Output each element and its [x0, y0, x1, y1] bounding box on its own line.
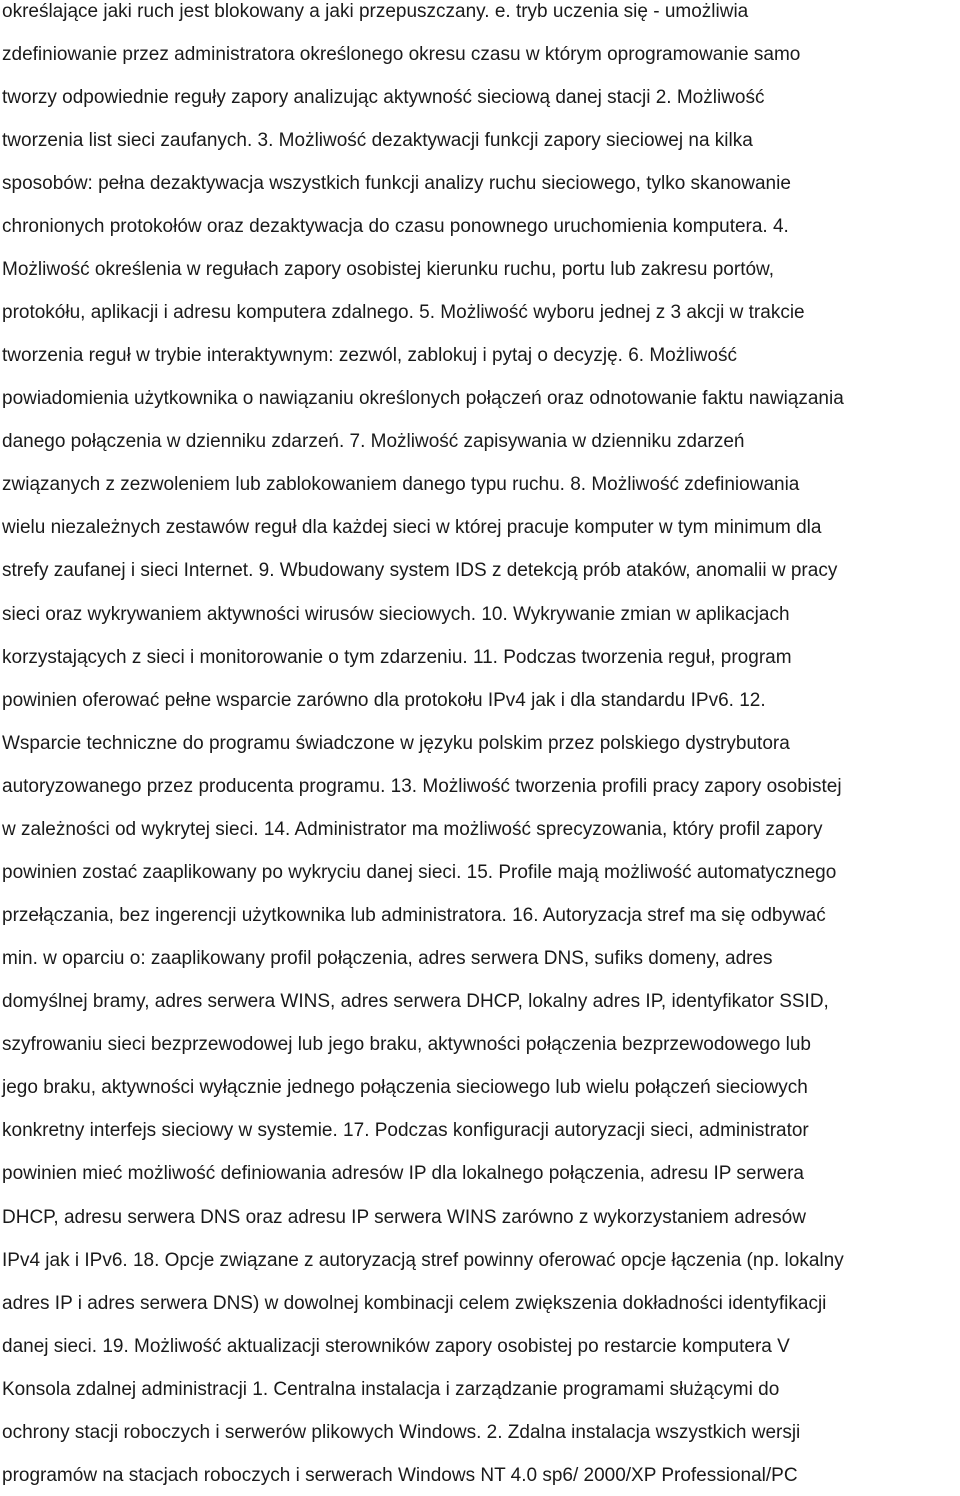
text-line-11: danego połączenia w dzienniku zdarzeń. 7. Możliwość zapisywania w dzienniku zdarzeń	[2, 431, 745, 452]
text-line-24: domyślnej bramy, adres serwera WINS, adres serwera DHCP, lokalny adres IP, identyfikator SSID,	[2, 991, 829, 1012]
text-line-19: autoryzowanego przez producenta programu. 13. Możliwość tworzenia profili pracy zapory osobistej	[2, 776, 842, 797]
text-line-18: Wsparcie techniczne do programu świadczone w języku polskim przez polskiego dystrybutora	[2, 733, 790, 754]
text-line-7: Możliwość określenia w regułach zapory osobistej kierunku ruchu, portu lub zakresu portów,	[2, 259, 774, 280]
text-line-28: powinien mieć możliwość definiowania adresów IP dla lokalnego połączenia, adresu IP serwera	[2, 1163, 804, 1184]
text-line-12: związanych z zezwoleniem lub zablokowaniem danego typu ruchu. 8. Możliwość zdefiniowania	[2, 474, 800, 495]
text-line-35: programów na stacjach roboczych i serwerach Windows NT 4.0 sp6/ 2000/XP Professional/PC	[2, 1465, 798, 1486]
text-line-26: jego braku, aktywności wyłącznie jednego połączenia sieciowego lub wielu połączeń sieciowych	[2, 1077, 808, 1098]
text-line-1: określające jaki ruch jest blokowany a jaki przepuszczany. e. tryb uczenia się - umożliwia	[2, 1, 749, 22]
text-line-6: chronionych protokołów oraz dezaktywacja do czasu ponownego uruchomienia komputera. 4.	[2, 216, 789, 237]
text-line-31: adres IP i adres serwera DNS) w dowolnej kombinacji celem zwiększenia dokładności identyfikacji	[2, 1293, 827, 1314]
text-line-15: sieci oraz wykrywaniem aktywności wirusów sieciowych. 10. Wykrywanie zmian w aplikacjach	[2, 604, 790, 625]
text-line-25: szyfrowaniu sieci bezprzewodowej lub jego braku, aktywności połączenia bezprzewodowego lub	[2, 1034, 812, 1055]
text-line-23: min. w oparciu o: zaaplikowany profil połączenia, adres serwera DNS, sufiks domeny, adres	[2, 948, 773, 969]
text-line-33: Konsola zdalnej administracji 1. Centralna instalacja i zarządzanie programami służącymi do	[2, 1379, 780, 1400]
text-line-20: w zależności od wykrytej sieci. 14. Administrator ma możliwość sprecyzowania, który profil zapory	[2, 819, 823, 840]
text-line-30: IPv4 jak i IPv6. 18. Opcje związane z autoryzacją stref powinny oferować opcje łączenia (np. lokalny	[2, 1250, 844, 1271]
text-line-8: protokółu, aplikacji i adresu komputera zdalnego. 5. Możliwość wyboru jednej z 3 akcji w trakcie	[2, 302, 805, 323]
text-line-32: danej sieci. 19. Możliwość aktualizacji sterowników zapory osobistej po restarcie komputera V	[2, 1336, 790, 1357]
text-line-13: wielu niezależnych zestawów reguł dla każdej sieci w której pracuje komputer w tym minimum dla	[2, 517, 822, 538]
text-line-4: tworzenia list sieci zaufanych. 3. Możliwość dezaktywacji funkcji zapory sieciowej na kilka	[2, 130, 753, 151]
text-line-3: tworzy odpowiednie reguły zapory analizując aktywność sieciową danej stacji 2. Możliwość	[2, 87, 765, 108]
text-line-9: tworzenia reguł w trybie interaktywnym: zezwól, zablokuj i pytaj o decyzję. 6. Możliwość	[2, 345, 737, 366]
text-line-22: przełączania, bez ingerencji użytkownika lub administratora. 16. Autoryzacja stref ma się odbywać	[2, 905, 826, 926]
text-line-34: ochrony stacji roboczych i serwerów plikowych Windows. 2. Zdalna instalacja wszystkich wersji	[2, 1422, 801, 1443]
text-line-2: zdefiniowanie przez administratora określonego okresu czasu w którym oprogramowanie samo	[2, 44, 801, 65]
text-line-16: korzystających z sieci i monitorowanie o tym zdarzeniu. 11. Podczas tworzenia reguł, program	[2, 647, 792, 668]
text-line-21: powinien zostać zaaplikowany po wykryciu danej sieci. 15. Profile mają możliwość automatycznego	[2, 862, 837, 883]
text-line-29: DHCP, adresu serwera DNS oraz adresu IP serwera WINS zarówno z wykorzystaniem adresów	[2, 1207, 806, 1228]
text-line-10: powiadomienia użytkownika o nawiązaniu określonych połączeń oraz odnotowanie faktu nawiązania	[2, 388, 844, 409]
text-line-17: powinien oferować pełne wsparcie zarówno dla protokołu IPv4 jak i dla standardu IPv6. 12.	[2, 690, 766, 711]
text-line-14: strefy zaufanej i sieci Internet. 9. Wbudowany system IDS z detekcją prób ataków, anomalii w pracy	[2, 560, 838, 581]
text-line-27: konkretny interfejs sieciowy w systemie. 17. Podczas konfiguracji autoryzacji sieci, administrator	[2, 1120, 809, 1141]
text-line-5: sposobów: pełna dezaktywacja wszystkich funkcji analizy ruchu sieciowego, tylko skanowanie	[2, 173, 791, 194]
